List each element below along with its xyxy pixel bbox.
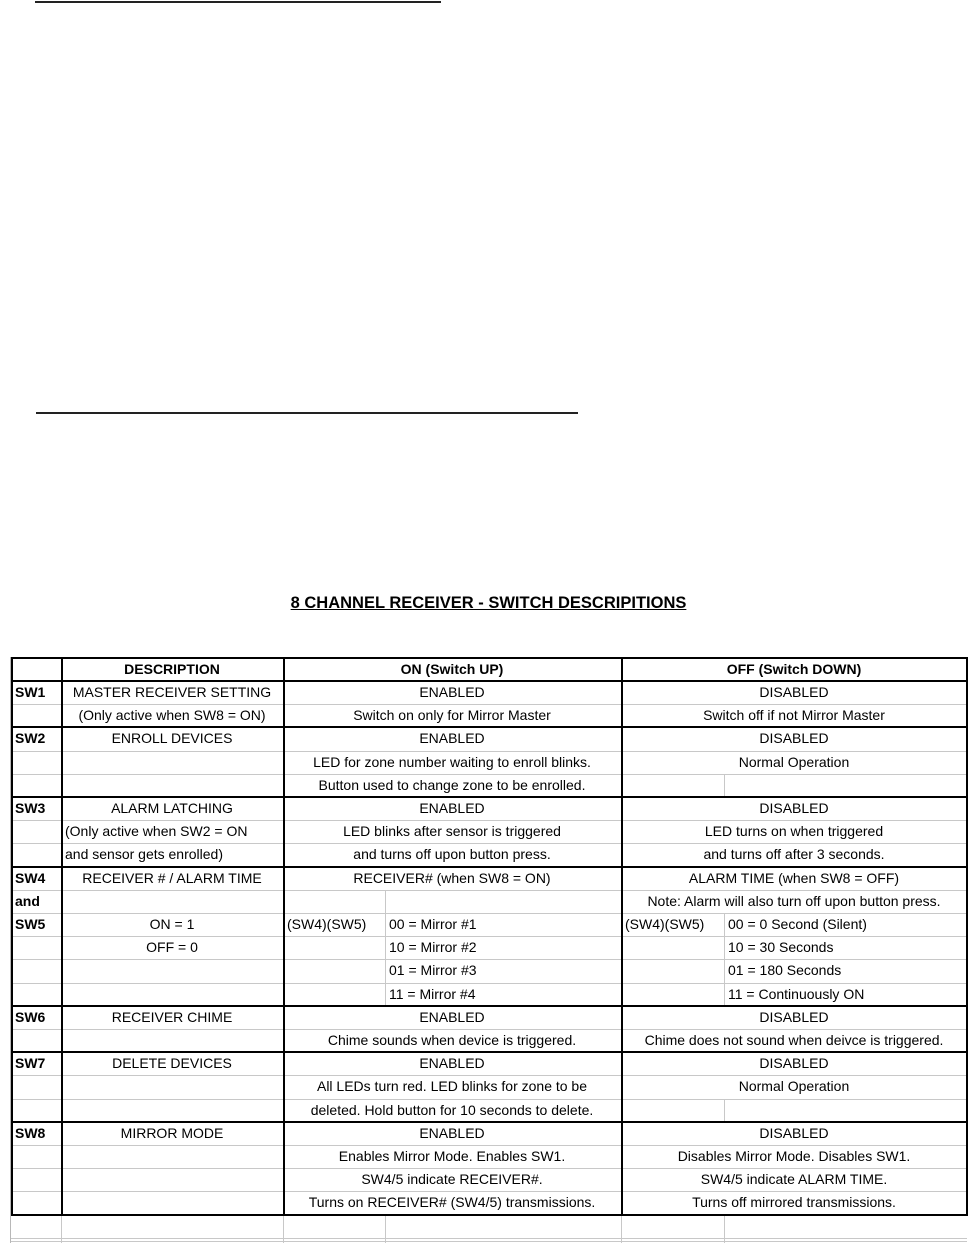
on-value-cell: 11 = Mirror #4 (389, 985, 476, 1002)
switch-label (11, 774, 61, 797)
off-cell: Normal Operation (738, 753, 850, 770)
group-border (11, 796, 968, 798)
header-description: DESCRIPTION (124, 661, 220, 677)
split-line (724, 774, 725, 797)
description-cell: DELETE DEVICES (112, 1055, 232, 1072)
off-cell: ALARM TIME (when SW8 = OFF) (688, 869, 900, 886)
switch-table (10, 657, 967, 1243)
off-cell: Note: Alarm will also turn off upon button press. (647, 892, 941, 909)
on-code-label: (SW4)(SW5) (287, 916, 367, 932)
off-cell: DISABLED (759, 730, 829, 747)
on-cell (283, 890, 621, 913)
header-on: ON (Switch UP) (400, 661, 504, 677)
description-cell (61, 959, 283, 982)
on-cell: Chime sounds when device is triggered. (327, 1032, 577, 1048)
grid-col-line (724, 1215, 725, 1243)
off-cell: SW4/5 indicate ALARM TIME. (700, 1171, 888, 1188)
description-cell (61, 1168, 283, 1191)
on-cell: deleted. Hold button for 10 seconds to delete. (310, 1101, 594, 1118)
off-cell: DISABLED (759, 684, 829, 700)
switch-label: SW7 (15, 1055, 46, 1072)
group-border (11, 1121, 968, 1123)
switch-label (11, 936, 61, 959)
description-cell (61, 1191, 283, 1214)
on-cell: ENABLED (419, 1124, 485, 1141)
switch-label (11, 1191, 61, 1214)
on-code-label (283, 983, 385, 1006)
off-code-label (621, 936, 724, 959)
split-line (724, 913, 725, 1006)
description-cell (61, 1075, 283, 1098)
grid-col-line (61, 1215, 62, 1243)
off-cell: Chime does not sound when deivce is triggered. (644, 1032, 944, 1048)
group-border (11, 1005, 968, 1007)
description-cell: ON = 1 (149, 916, 195, 932)
off-cell: Disables Mirror Mode. Disables SW1. (677, 1148, 911, 1164)
on-cell: All LEDs turn red. LED blinks for zone to be (316, 1078, 588, 1095)
on-cell: ENABLED (419, 800, 485, 816)
switch-label (11, 843, 61, 866)
switch-label (11, 983, 61, 1006)
description-cell: MASTER RECEIVER SETTING (72, 684, 272, 700)
on-cell: ENABLED (419, 1055, 485, 1072)
off-cell (621, 1099, 967, 1122)
off-cell: Normal Operation (738, 1078, 850, 1095)
switch-label: and (15, 892, 40, 909)
on-cell: ENABLED (419, 684, 485, 700)
grid-row-line (11, 1241, 967, 1242)
top-rule-2 (36, 412, 578, 414)
switch-label (11, 1145, 61, 1168)
description-cell (61, 774, 283, 797)
on-cell: Switch on only for Mirror Master (353, 707, 551, 724)
description-cell: (Only active when SW8 = ON) (78, 707, 266, 724)
on-code-label (283, 959, 385, 982)
grid-col-line (385, 1215, 386, 1243)
on-cell: Button used to change zone to be enrolled. (318, 776, 586, 793)
description-cell: and sensor gets enrolled) (65, 846, 223, 863)
on-value-cell: 10 = Mirror #2 (389, 939, 477, 956)
switch-label: SW6 (15, 1008, 46, 1025)
grid-row-line (11, 1238, 967, 1239)
on-cell: Turns on RECEIVER# (SW4/5) transmissions. (308, 1194, 596, 1211)
group-border (11, 726, 968, 728)
column-border (966, 657, 968, 1216)
grid-col-line (621, 1215, 622, 1243)
grid-col-line (283, 1215, 284, 1243)
on-cell: ENABLED (419, 1008, 485, 1025)
description-cell: (Only active when SW2 = ON (65, 823, 248, 840)
header-switch (11, 658, 61, 681)
off-value-cell: 01 = 180 Seconds (728, 962, 842, 979)
table-title: 8 CHANNEL RECEIVER - SWITCH DESCRIPITIONS (290, 594, 687, 612)
description-cell: MIRROR MODE (120, 1124, 224, 1141)
top-rule-1 (35, 1, 441, 3)
off-cell: DISABLED (759, 800, 829, 816)
header-off: OFF (Switch DOWN) (726, 661, 862, 677)
switch-label: SW5 (15, 916, 46, 932)
group-border (11, 1214, 968, 1216)
switch-label: SW2 (15, 730, 46, 747)
on-cell: Enables Mirror Mode. Enables SW1. (338, 1148, 566, 1164)
description-cell (61, 890, 283, 913)
split-line (724, 1099, 725, 1122)
description-cell (61, 1029, 283, 1052)
on-cell: and turns off upon button press. (353, 846, 551, 863)
off-cell: and turns off after 3 seconds. (703, 846, 885, 863)
switch-label (11, 751, 61, 774)
on-code-label (283, 936, 385, 959)
switch-label: SW3 (15, 800, 46, 816)
off-cell: Turns off mirrored transmissions. (692, 1194, 896, 1211)
column-border (61, 657, 63, 1216)
description-cell: OFF = 0 (146, 939, 198, 956)
switch-label (11, 959, 61, 982)
group-border (11, 866, 968, 868)
switch-label (11, 704, 61, 727)
on-cell: SW4/5 indicate RECEIVER#. (361, 1171, 543, 1188)
description-cell: RECEIVER # / ALARM TIME (82, 869, 262, 886)
off-value-cell: 11 = Continuously ON (728, 985, 865, 1002)
switch-label: SW4 (15, 869, 46, 886)
switch-label: SW1 (15, 684, 46, 700)
off-value-cell: 10 = 30 Seconds (728, 939, 834, 956)
group-border (11, 1051, 968, 1053)
off-value-cell: 00 = 0 Second (Silent) (728, 916, 867, 932)
switch-label: SW8 (15, 1124, 46, 1141)
table-border (11, 657, 968, 659)
off-cell: DISABLED (759, 1124, 829, 1141)
off-cell (621, 774, 967, 797)
description-cell (61, 751, 283, 774)
column-border (621, 657, 623, 1216)
off-cell: DISABLED (759, 1008, 829, 1025)
off-cell: Switch off if not Mirror Master (703, 707, 885, 724)
column-border (11, 657, 13, 1216)
description-cell: ALARM LATCHING (111, 800, 233, 816)
on-cell: RECEIVER# (when SW8 = ON) (353, 869, 551, 886)
switch-label (11, 1075, 61, 1098)
on-cell: LED for zone number waiting to enroll blinks. (313, 753, 591, 770)
off-cell: LED turns on when triggered (704, 823, 884, 840)
description-cell: RECEIVER CHIME (111, 1008, 233, 1025)
on-value-cell: 00 = Mirror #1 (389, 916, 477, 932)
description-cell (61, 1099, 283, 1122)
on-cell: ENABLED (419, 730, 485, 747)
column-border (283, 657, 285, 1216)
switch-label (11, 820, 61, 843)
description-cell (61, 983, 283, 1006)
off-code-label (621, 959, 724, 982)
header-border (11, 680, 968, 682)
off-code-label: (SW4)(SW5) (625, 916, 705, 932)
split-line (385, 890, 386, 1006)
switch-label (11, 1099, 61, 1122)
switch-label (11, 1029, 61, 1052)
off-code-label (621, 983, 724, 1006)
switch-label (11, 1168, 61, 1191)
on-value-cell: 01 = Mirror #3 (389, 962, 477, 979)
on-cell: LED blinks after sensor is triggered (343, 823, 561, 840)
off-cell: DISABLED (759, 1055, 829, 1072)
description-cell: ENROLL DEVICES (111, 730, 233, 747)
description-cell (61, 1145, 283, 1168)
